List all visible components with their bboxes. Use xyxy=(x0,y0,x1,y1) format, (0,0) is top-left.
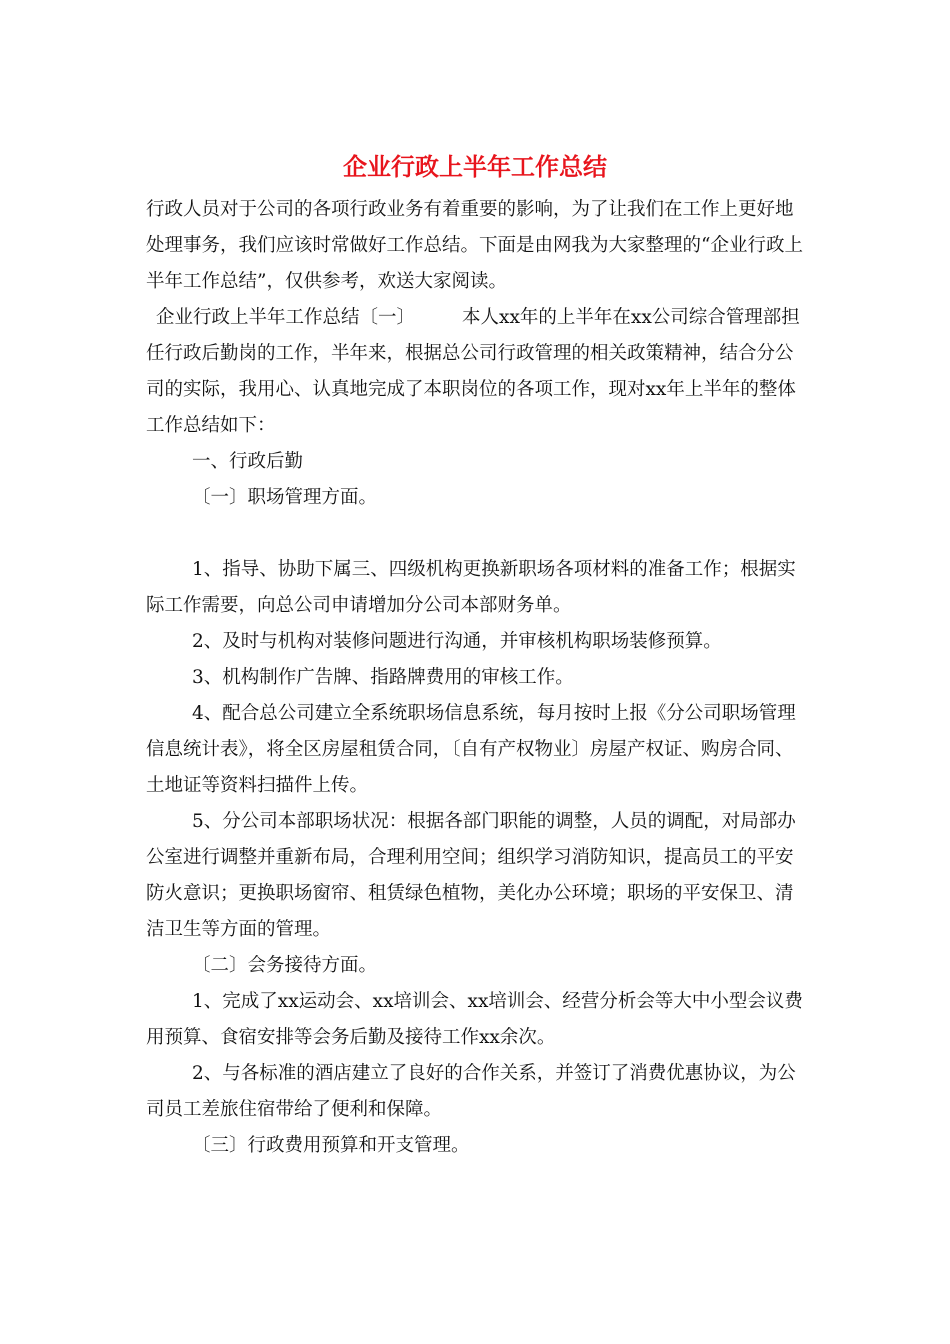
list-item-4: 4、配合总公司建立全系统职场信息系统，每月按时上报《分公司职场管理信息统计表》，将全区房屋租赁合同，〔自有产权物业〕房屋产权证、购房合同、土地证等资料扫描件上传。 xyxy=(146,703,796,796)
meeting-item-2: 2、与各标准的酒店建立了良好的合作关系，并签订了消费优惠协议，为公司员工差旅住宿带给了便利和保障。 xyxy=(146,1063,796,1120)
document-title: 企业行政上半年工作总结 xyxy=(343,152,607,181)
list-item-5: 5、分公司本部职场状况：根据各部门职能的调整，人员的调配，对局部办公室进行调整并重新布局，合理利用空间；组织学习消防知识，提高员工的平安防火意识；更换职场窗帘、租赁绿色植物，美化办公环境；职场的平安保卫、清洁卫生等方面的管理。 xyxy=(146,811,796,940)
meeting-item-1: 1、完成了xx运动会、xx培训会、xx培训会、经营分析会等大中小型会议费用预算、食宿安排等会务后勤及接待工作xx余次。 xyxy=(146,991,803,1048)
list-item-3: 3、机构制作广告牌、指路牌费用的审核工作。 xyxy=(192,667,574,688)
subsection-heading-expense-budget: 〔三〕行政费用预算和开支管理。 xyxy=(192,1135,470,1156)
subsection-heading-workplace-management: 〔一〕职场管理方面。 xyxy=(192,487,378,508)
summary-one-paragraph: 企业行政上半年工作总结〔一〕 本人xx年的上半年在xx公司综合管理部担任行政后勤岗的工作，半年来，根据总公司行政管理的相关政策精神，结合分公司的实际，我用心、认真地完成了本职岗位的各项工作，现对xx年上半年的整体工作总结如下： xyxy=(146,307,800,436)
document-body xyxy=(146,192,806,1164)
intro-paragraph: 行政人员对于公司的各项行政业务有着重要的影响，为了让我们在工作上更好地处理事务，我们应该时常做好工作总结。下面是由网我为大家整理的“企业行政上半年工作总结”，仅供参考，欢送大家阅读。 xyxy=(146,199,803,292)
subsection-heading-meetings-reception: 〔二〕会务接待方面。 xyxy=(192,955,378,976)
section-heading-admin-logistics: 一、行政后勤 xyxy=(192,451,304,472)
list-item-1: 1、指导、协助下属三、四级机构更换新职场各项材料的准备工作；根据实际工作需要，向总公司申请增加分公司本部财务单。 xyxy=(146,559,796,616)
list-item-2: 2、及时与机构对装修问题进行沟通，并审核机构职场装修预算。 xyxy=(192,631,722,652)
